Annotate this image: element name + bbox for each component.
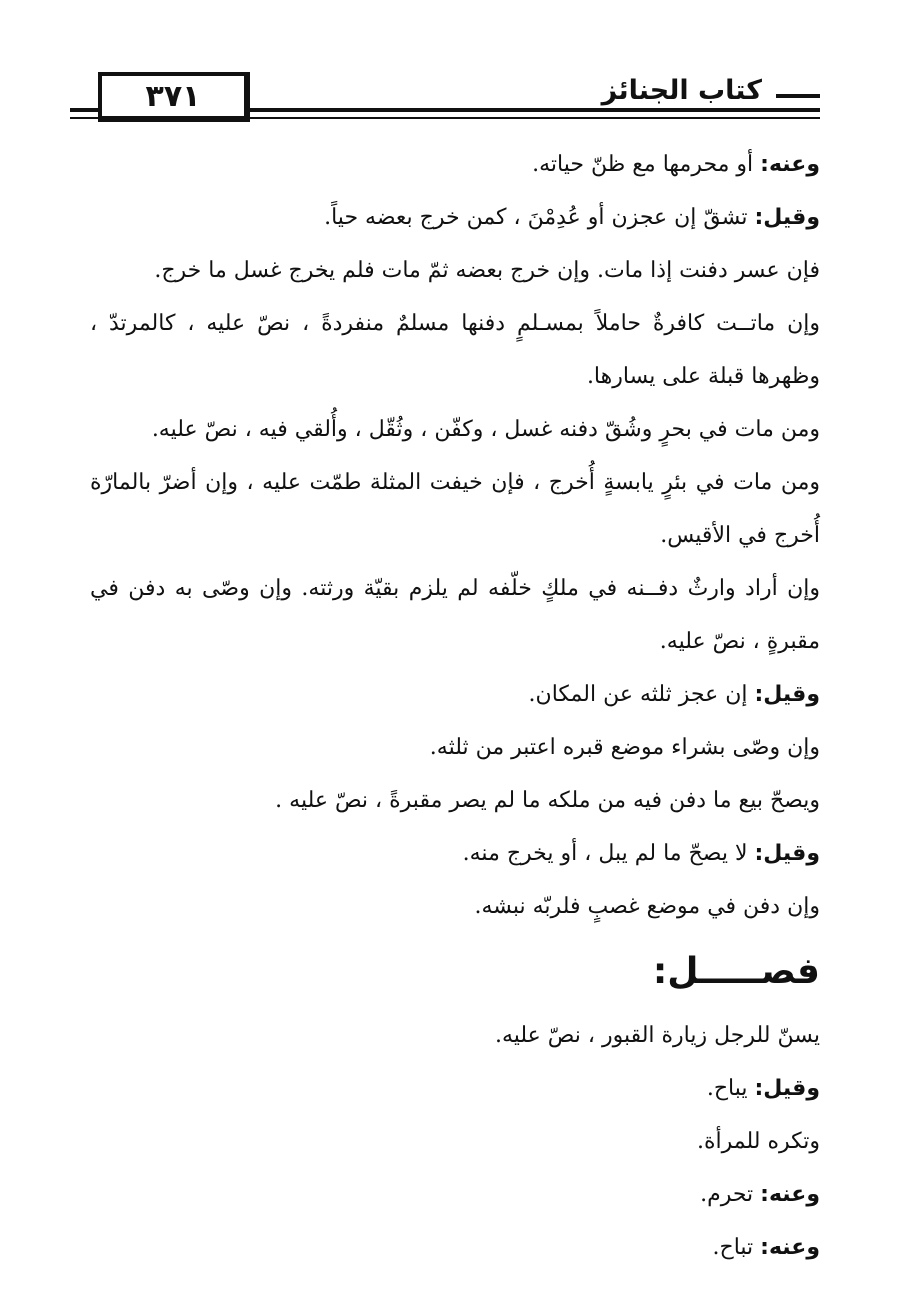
- paragraph: [90, 191, 820, 244]
- paragraph: [90, 827, 820, 880]
- section-heading: فصـــــل:: [652, 951, 820, 992]
- paragraph: [90, 1168, 820, 1221]
- chapter-title: كتاب الجنائز: [592, 74, 772, 108]
- paragraph-lead: وعنه:: [760, 152, 820, 177]
- paragraph-text: وإن ماتــت كافرةٌ حاملاً بمسـلمٍ دفنها مسلمٌ منفردةً ، نصّ عليه ، كالمرتدّ ، وظهرها قبلة على يسارها.: [90, 311, 820, 389]
- page-body: [90, 138, 820, 1274]
- paragraph-text: تشقّ إن عجزن أو عُدِمْنَ ، كمن خرج بعضه حياً.: [324, 205, 755, 230]
- paragraph: [90, 880, 820, 933]
- paragraph: [90, 1221, 820, 1274]
- paragraph-lead: وقيل:: [754, 841, 820, 866]
- paragraph-text: يسنّ للرجل زيارة القبور ، نصّ عليه.: [494, 1023, 820, 1048]
- paragraph-text: ومن مات في بئرٍ يابسةٍ أُخرج ، فإن خيفت المثلة طمّت عليه ، وإن أضرّ بالمارّة أُخرج في الأقيس.: [90, 470, 820, 548]
- paragraph: [90, 721, 820, 774]
- paragraph-text: وتكره للمرأة.: [696, 1129, 820, 1154]
- paragraph: [90, 668, 820, 721]
- paragraph-lead: وعنه:: [760, 1182, 820, 1207]
- paragraph: [90, 1062, 820, 1115]
- paragraph-lead: وعنه:: [760, 1235, 820, 1260]
- paragraph-text: وإن وصّى بشراء موضع قبره اعتبر من ثلثه.: [429, 735, 820, 760]
- paragraph-text: لا يصحّ ما لم يبل ، أو يخرج منه.: [462, 841, 755, 866]
- paragraph-text: ومن مات في بحرٍ وشُقّ دفنه غسل ، وكفّن ، وثُقّل ، وأُلقي فيه ، نصّ عليه.: [151, 417, 820, 442]
- paragraph-text: فإن عسر دفنت إذا مات. وإن خرج بعضه ثمّ مات فلم يخرج غسل ما خرج.: [154, 258, 820, 283]
- paragraph-text: تباح.: [712, 1235, 761, 1260]
- paragraph: [90, 403, 820, 456]
- paragraph-text: يباح.: [706, 1076, 755, 1101]
- paragraph: [90, 774, 820, 827]
- paragraph: [90, 1115, 820, 1168]
- paragraph: [90, 138, 820, 191]
- page-header: [70, 70, 820, 130]
- paragraph-text: تحرم.: [700, 1182, 761, 1207]
- paragraph-text: أو محرمها مع ظنّ حياته.: [532, 152, 761, 177]
- paragraph: [90, 244, 820, 297]
- paragraph-text: ويصحّ بيع ما دفن فيه من ملكه ما لم يصر مقبرةً ، نصّ عليه .: [275, 788, 820, 813]
- paragraph: [90, 562, 820, 668]
- paragraph-text: وإن دفن في موضع غصبٍ فلربّه نبشه.: [474, 894, 820, 919]
- paragraph: [90, 297, 820, 403]
- paragraph-lead: وقيل:: [754, 682, 820, 707]
- title-dash: [776, 94, 820, 98]
- paragraph: [90, 456, 820, 562]
- paragraph-text: إن عجز ثلثه عن المكان.: [528, 682, 755, 707]
- paragraph-lead: وقيل:: [754, 205, 820, 230]
- page-number: ٣٧١: [98, 72, 250, 122]
- paragraph: [90, 1009, 820, 1062]
- paragraph-lead: وقيل:: [754, 1076, 820, 1101]
- paragraph-text: وإن أراد وارثٌ دفــنه في ملكٍ خلّفه لم يلزم بقيّة ورثته. وإن وصّى به دفن في مقبرةٍ ، نصّ عليه.: [90, 576, 820, 654]
